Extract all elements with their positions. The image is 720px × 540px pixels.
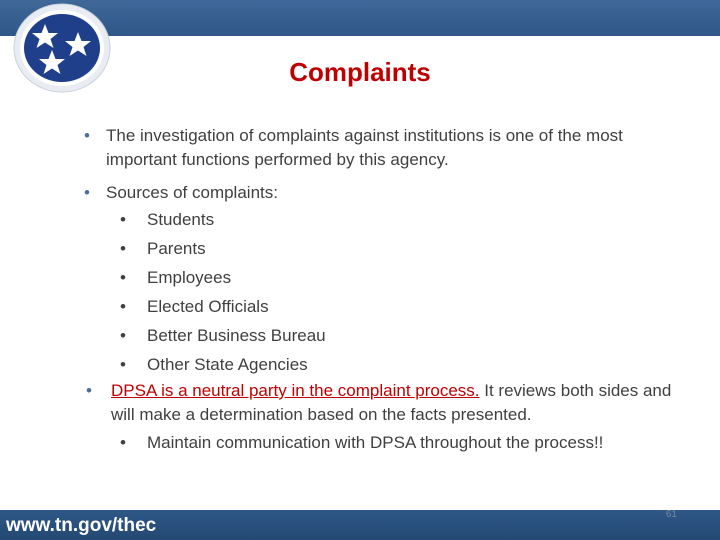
source-item xyxy=(84,321,684,350)
slide-title: Complaints xyxy=(289,57,431,87)
bullet-sources-heading xyxy=(84,181,684,205)
page-number: 61 xyxy=(665,509,677,520)
bullet-icon: • xyxy=(120,239,126,258)
source-label: Other State Agencies xyxy=(147,355,308,374)
bullet-dpsa xyxy=(84,379,684,427)
bullet-icon: • xyxy=(120,433,126,452)
maintain-text: Maintain communication with DPSA throughout the process!! xyxy=(147,433,604,452)
footer-url[interactable]: www.tn.gov/thec xyxy=(6,515,157,536)
bullet-maintain xyxy=(84,431,684,455)
source-item xyxy=(84,350,684,379)
source-item xyxy=(84,263,684,292)
source-label: Employees xyxy=(147,268,232,287)
bullet-icon: • xyxy=(120,355,126,374)
source-item xyxy=(84,234,684,263)
bullet-icon: • xyxy=(120,326,126,345)
investigation-text: The investigation of complaints against institutions is one of the most important functions performed by this agency. xyxy=(106,126,623,169)
bullet-icon: • xyxy=(86,381,92,400)
source-label: Elected Officials xyxy=(147,297,269,316)
bullet-icon: • xyxy=(84,126,90,145)
dpsa-review-text: It reviews both sides and will make a determination based on the facts presented. xyxy=(111,381,672,424)
footer-bar xyxy=(0,510,720,540)
source-label: Students xyxy=(147,210,215,229)
source-label: Better Business Bureau xyxy=(147,326,326,345)
sources-heading: Sources of complaints: xyxy=(106,183,278,202)
bullet-icon: • xyxy=(84,183,90,202)
source-label: Parents xyxy=(147,239,206,258)
slide-content xyxy=(84,124,684,455)
bullet-icon: • xyxy=(120,268,126,287)
bullet-investigation xyxy=(84,124,684,172)
dpsa-neutral-text: DPSA is a neutral party in the complaint process. xyxy=(111,381,480,400)
bullet-icon: • xyxy=(120,210,126,229)
source-item xyxy=(84,292,684,321)
bullet-icon: • xyxy=(120,297,126,316)
source-item xyxy=(84,205,684,234)
